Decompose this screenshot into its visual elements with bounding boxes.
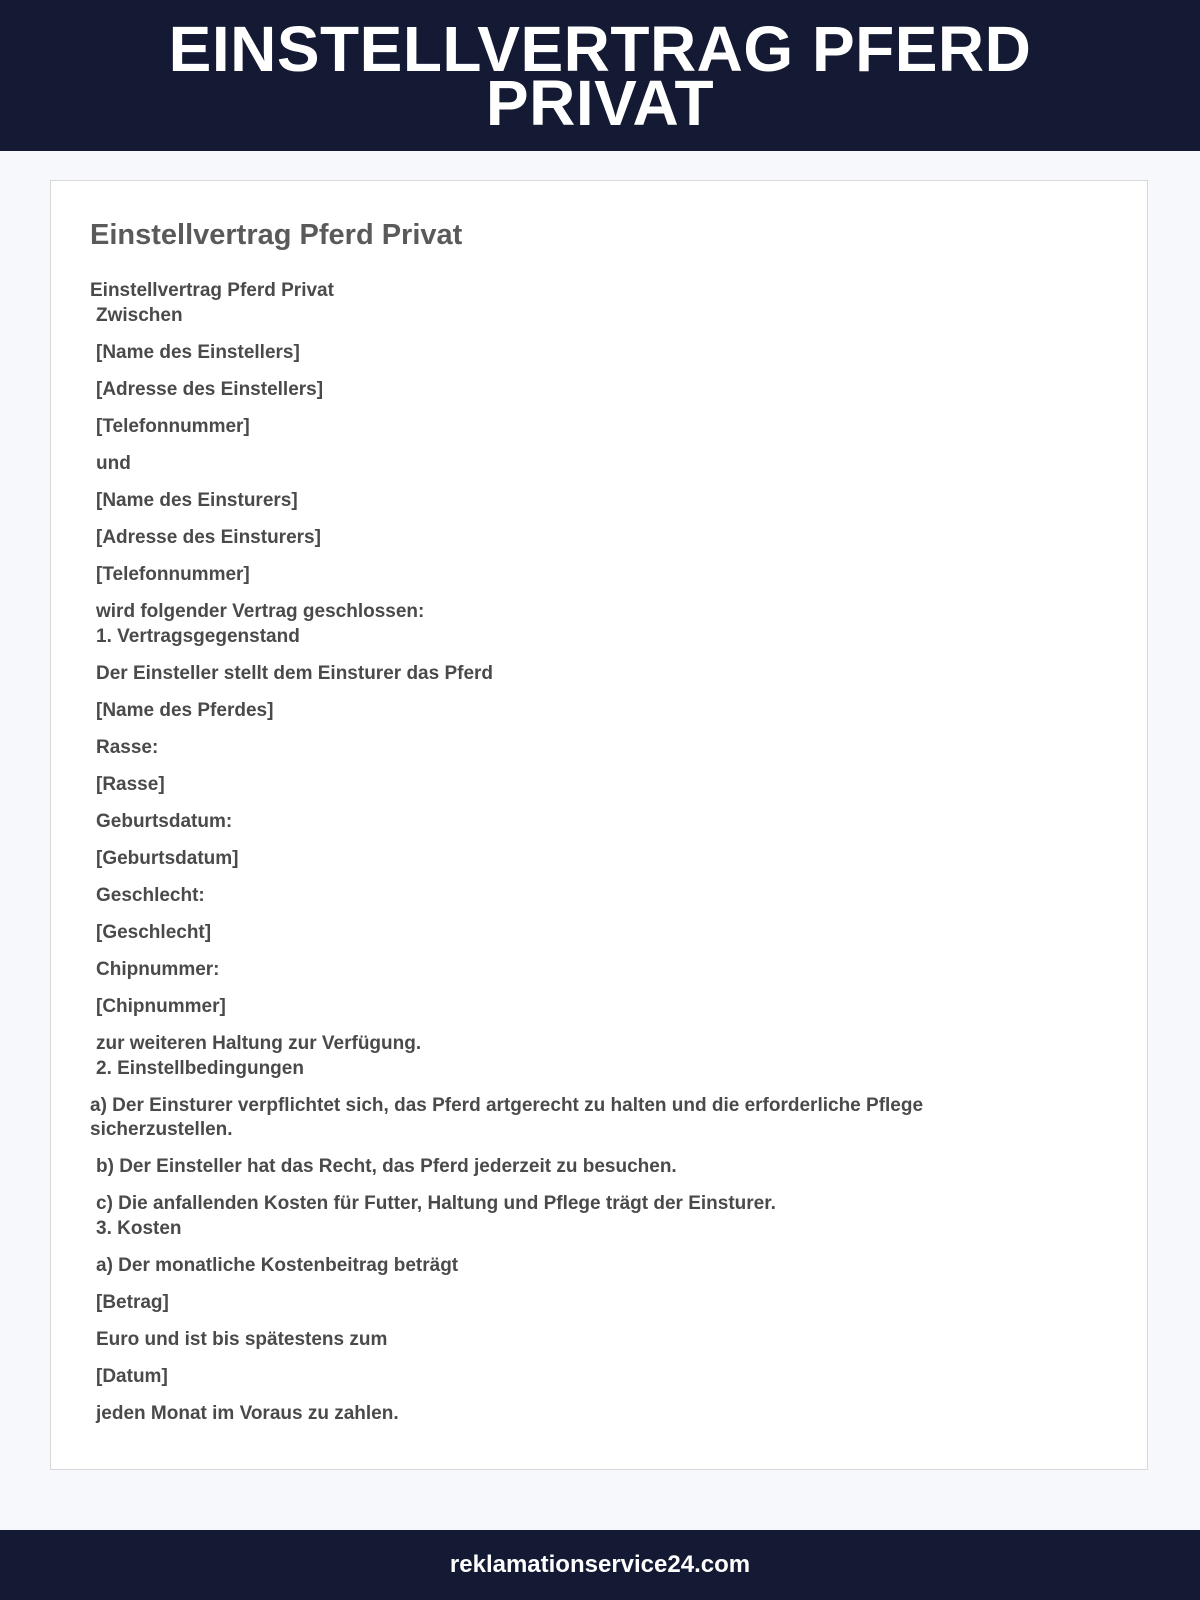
page-title: EINSTELLVERTRAG PFERD PRIVAT [168, 12, 1032, 139]
text-line: [Telefonnummer] [96, 416, 250, 437]
text-line: a) Der monatliche Kostenbeitrag beträgt [96, 1255, 459, 1276]
text-line: Der Einsteller stellt dem Einsturer das Pferd [96, 663, 494, 684]
page-footer [0, 1530, 1200, 1600]
text-line: Geburtsdatum: [96, 811, 233, 832]
text-line: Chipnummer: [96, 959, 220, 980]
text-line: [Geburtsdatum] [96, 848, 239, 869]
text-line: Einstellvertrag Pferd Privat [90, 280, 334, 301]
text-line: [Telefonnummer] [96, 564, 250, 585]
text-line: [Adresse des Einsturers] [96, 527, 321, 548]
text-line: [Chipnummer] [96, 996, 226, 1017]
text-line: wird folgender Vertrag geschlossen: [96, 601, 425, 622]
text-line: Geschlecht: [96, 885, 205, 906]
section-heading: 2. Einstellbedingungen [96, 1058, 304, 1079]
document-title: Einstellvertrag Pferd Privat [90, 219, 463, 251]
text-line: [Name des Einstellers] [96, 342, 300, 363]
text-line: [Geschlecht] [96, 922, 212, 943]
section-heading: 3. Kosten [96, 1218, 182, 1239]
text-line: [Name des Pferdes] [96, 700, 274, 721]
text-line: zur weiteren Haltung zur Verfügung. [96, 1033, 422, 1054]
text-line: jeden Monat im Voraus zu zahlen. [96, 1403, 399, 1424]
document-card [50, 180, 1148, 1470]
text-line: [Betrag] [96, 1292, 169, 1313]
page-header [0, 0, 1200, 151]
footer-site-link[interactable]: reklamationservice24.com [449, 1551, 751, 1578]
text-line: Zwischen [96, 305, 183, 326]
text-line: [Name des Einsturers] [96, 490, 298, 511]
text-line: c) Die anfallenden Kosten für Futter, Haltung und Pflege trägt der Einsturer. [96, 1193, 776, 1214]
text-line: Rasse: [96, 737, 159, 758]
text-line: Euro und ist bis spätestens zum [96, 1329, 388, 1350]
section-heading: 1. Vertragsgegenstand [96, 626, 300, 647]
text-line: a) Der Einsturer verpflichtet sich, das Pferd artgerecht zu halten und die erforderliche Pflege sicherzustellen. [90, 1095, 924, 1140]
text-line: b) Der Einsteller hat das Recht, das Pferd jederzeit zu besuchen. [96, 1156, 677, 1177]
text-line: [Rasse] [96, 774, 165, 795]
text-line: und [96, 453, 131, 474]
text-line: [Adresse des Einstellers] [96, 379, 324, 400]
text-line: [Datum] [96, 1366, 168, 1387]
